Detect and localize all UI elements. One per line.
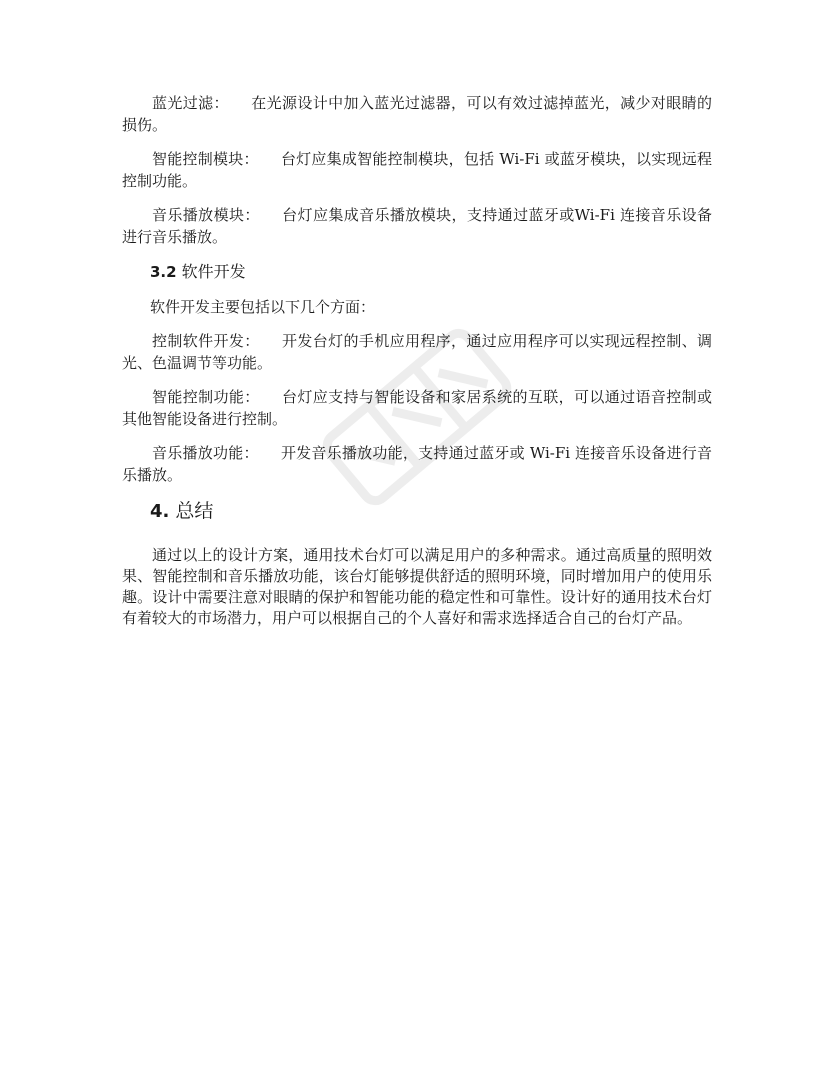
sw-item-control-software (122, 330, 712, 374)
software-intro: 软件开发主要包括以下几个方面： (150, 298, 376, 316)
hw-item-music (122, 204, 712, 248)
heading-text: 软件开发 (181, 262, 246, 281)
document-body (122, 92, 712, 629)
sw-item-title: 控制软件开发： (152, 332, 260, 350)
sw-item-music (122, 442, 712, 486)
hw-item-text: 在光源设计中加入蓝光过滤器，可以有效过滤掉蓝光，减少对眼睛的损伤。 (122, 94, 712, 134)
hw-item-blue-light (122, 92, 712, 136)
sw-item-text: 开发台灯的手机应用程序，通过应用程序可以实现远程控制、调光、色温调节等功能。 (122, 332, 712, 372)
hw-item-title: 音乐播放模块： (152, 206, 260, 224)
hw-item-title: 蓝光过滤： (152, 94, 229, 112)
sw-item-smart-control (122, 386, 712, 430)
hw-item-title: 智能控制模块： (152, 150, 259, 168)
sw-item-text: 台灯应支持与智能设备和家居系统的互联，可以通过语音控制或其他智能设备进行控制。 (122, 388, 712, 428)
conclusion-paragraph: 通过以上的设计方案，通用技术台灯可以满足用户的多种需求。通过高质量的照明效果、智能控制和音乐播放功能，该台灯能够提供舒适的照明环境，同时增加用户的使用乐趣。设计中需要注意对眼睛的保护和智能功能的稳定性和可靠性。设计好的通用技术台灯有着较大的市场潜力，用户可以根据自己的个人喜好和需求选择适合自己的台灯产品。 (122, 546, 712, 627)
sw-item-title: 智能控制功能： (152, 388, 260, 406)
sw-item-text: 开发音乐播放功能，支持通过蓝牙或 Wi-Fi 连接音乐设备进行音乐播放。 (122, 444, 712, 484)
section-heading-software (150, 260, 712, 284)
heading-number: 4. (150, 501, 170, 522)
heading-text: 总结 (175, 500, 214, 522)
hw-item-text: 台灯应集成音乐播放模块，支持通过蓝牙或Wi-Fi 连接音乐设备进行音乐播放。 (122, 206, 712, 246)
hw-item-smart-control (122, 148, 712, 192)
hw-item-text: 台灯应集成智能控制模块，包括 Wi-Fi 或蓝牙模块，以实现远程控制功能。 (122, 150, 712, 190)
sw-item-title: 音乐播放功能： (152, 444, 259, 462)
section-heading-conclusion (150, 498, 712, 525)
heading-number: 3.2 (150, 263, 177, 281)
